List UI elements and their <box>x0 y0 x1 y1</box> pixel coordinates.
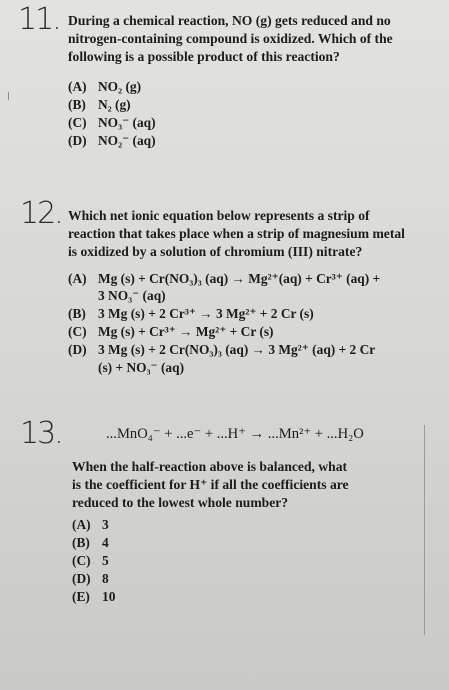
choice-letter: (D) <box>72 571 91 586</box>
question-12-stem-line-1: Which net ionic equation below represents a strip of <box>68 208 370 223</box>
choice-text: NO₂ (g) <box>98 79 142 94</box>
choice-text: NO₃⁻ (aq) <box>98 115 156 130</box>
q11-choice-a[interactable] <box>68 78 141 95</box>
choice-letter: (C) <box>72 553 91 568</box>
question-13-stem-line-3: reduced to the lowest whole number? <box>72 495 289 510</box>
q12-choice-d[interactable] <box>68 341 375 358</box>
choice-text: 3 <box>102 517 109 532</box>
choice-text: 3 Mg (s) + 2 Cr³⁺ → 3 Mg²⁺ + 2 Cr (s) <box>98 306 314 321</box>
question-13-number: 13. <box>20 416 62 451</box>
question-13-stem-line-2: is the coefficient for H⁺ if all the coefficients are <box>72 477 349 492</box>
question-11-number: 11. <box>18 2 60 37</box>
q12-choice-a[interactable] <box>68 270 380 287</box>
choice-letter: (D) <box>68 133 87 148</box>
choice-letter: (B) <box>68 97 86 112</box>
choice-text: 8 <box>102 571 109 586</box>
question-13-stem-line-1: When the half-reaction above is balanced, what <box>72 459 348 474</box>
choice-text: 10 <box>102 589 116 604</box>
choice-letter: (D) <box>68 342 87 357</box>
q13-choice-d[interactable] <box>72 570 109 587</box>
choice-letter: (A) <box>72 517 91 532</box>
q11-choice-b[interactable] <box>68 96 131 113</box>
question-11-stem-line-1: During a chemical reaction, NO (g) gets reduced and no <box>68 13 391 28</box>
choice-letter: (E) <box>72 589 90 604</box>
choice-letter: (A) <box>68 79 87 94</box>
q12-choice-a-continued: 3 NO₃⁻ (aq) <box>98 288 166 303</box>
choice-text: 5 <box>102 553 109 568</box>
choice-text: N₂ (g) <box>98 97 131 112</box>
q11-choice-d[interactable] <box>68 132 156 149</box>
q12-choice-b[interactable] <box>68 305 314 322</box>
q13-choice-e[interactable] <box>72 588 115 605</box>
choice-letter: (A) <box>68 271 87 286</box>
choice-text: 4 <box>102 535 109 550</box>
question-11-stem-line-3: following is a possible product of this reaction? <box>68 49 340 64</box>
margin-rule <box>424 425 425 635</box>
q13-choice-a[interactable] <box>72 516 109 533</box>
q12-choice-c[interactable] <box>68 323 274 340</box>
choice-text: 3 Mg (s) + 2 Cr(NO₃)₃ (aq) → 3 Mg²⁺ (aq) + 2 Cr <box>98 342 376 357</box>
choice-letter: (C) <box>68 324 87 339</box>
choice-text: NO₂⁻ (aq) <box>98 133 156 148</box>
margin-mark <box>8 92 9 100</box>
question-12-number: 12. <box>20 196 62 231</box>
q13-choice-c[interactable] <box>72 552 109 569</box>
choice-letter: (B) <box>68 306 86 321</box>
half-reaction-equation: ...MnO₄⁻ + ...e⁻ + ...H⁺ → ...Mn²⁺ + ...H₂O <box>106 426 364 442</box>
choice-text: Mg (s) + Cr(NO₃)₃ (aq) → Mg²⁺(aq) + Cr³⁺ (aq) + <box>98 271 381 286</box>
question-11-stem-line-2: nitrogen-containing compound is oxidized. Which of the <box>68 31 393 46</box>
choice-letter: (B) <box>72 535 90 550</box>
q11-choice-c[interactable] <box>68 114 156 131</box>
question-12-stem-line-3: is oxidized by a solution of chromium (III) nitrate? <box>68 244 363 259</box>
question-12-stem-line-2: reaction that takes place when a strip of magnesium metal <box>68 226 405 241</box>
q12-choice-d-continued: (s) + NO₃⁻ (aq) <box>98 360 185 375</box>
choice-text: Mg (s) + Cr³⁺ → Mg²⁺ + Cr (s) <box>98 324 274 339</box>
choice-letter: (C) <box>68 115 87 130</box>
q13-choice-b[interactable] <box>72 534 109 551</box>
